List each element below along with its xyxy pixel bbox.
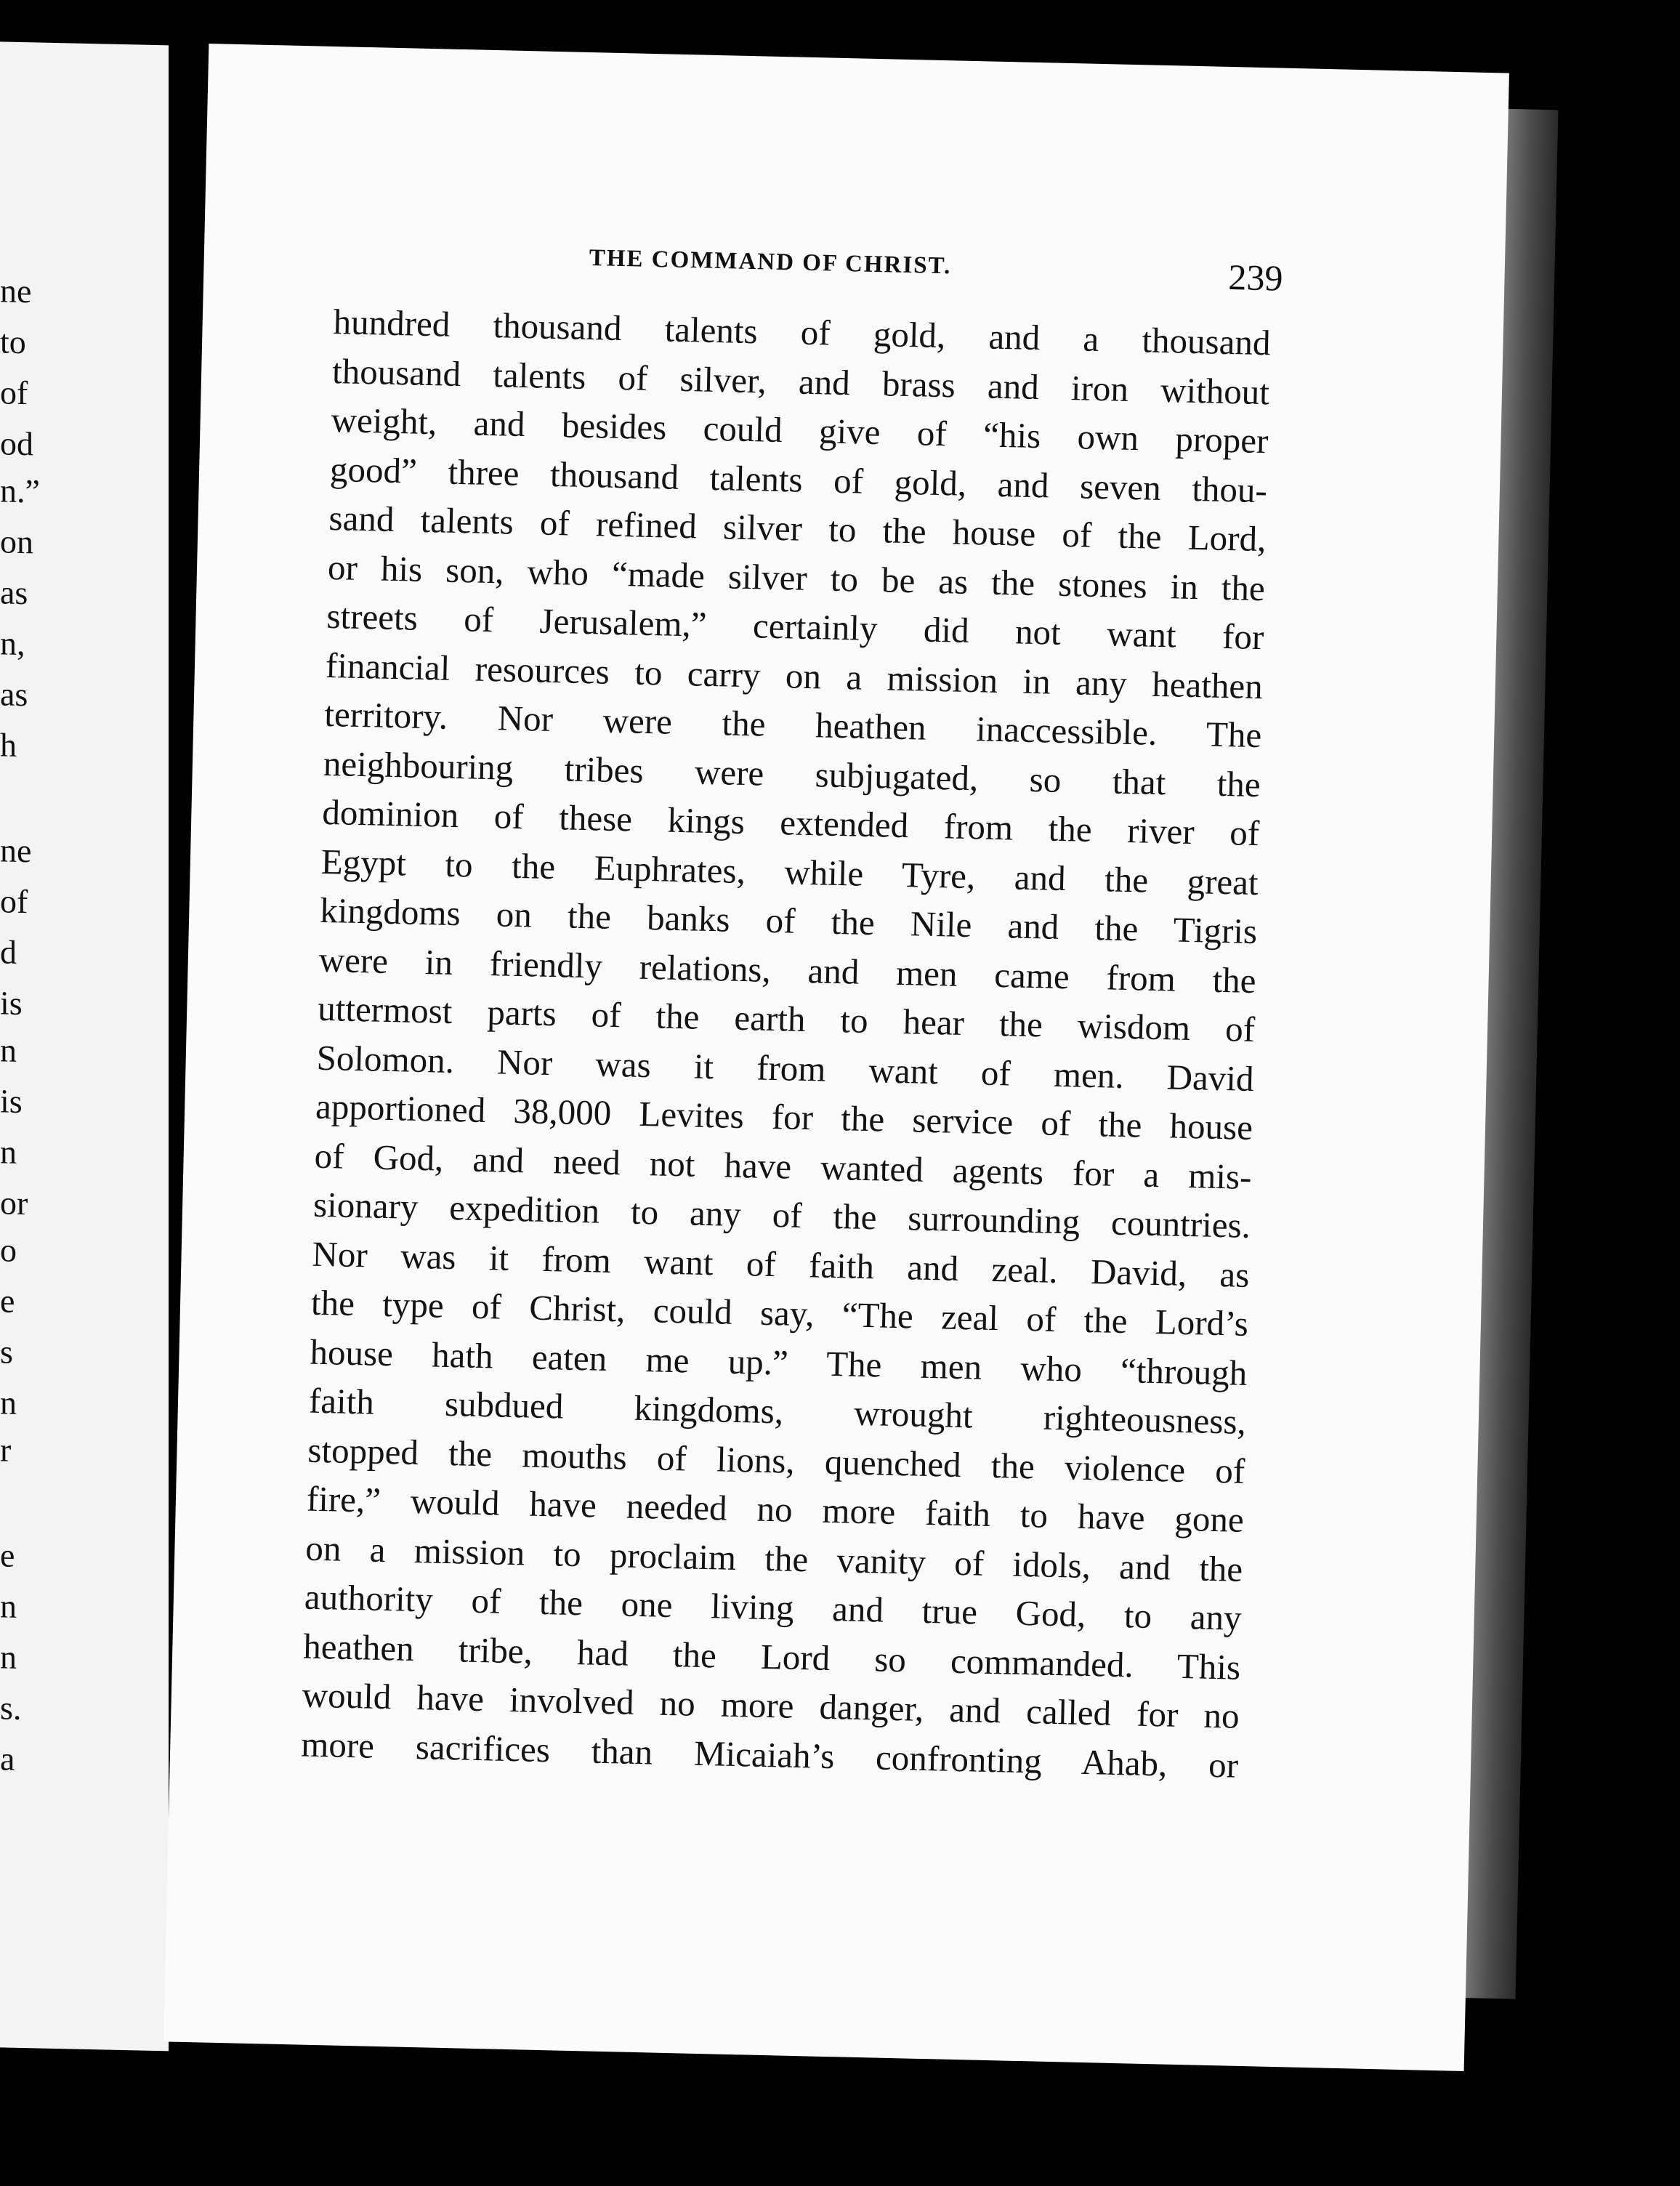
facing-page-text-fragment: n, (0, 624, 25, 663)
text-line: or his son, who “made silver to be as the stones in the (327, 546, 1266, 608)
page-number: 239 (1227, 256, 1284, 299)
text-line: territory. Nor were the heathen inaccessible. The (323, 693, 1262, 756)
text-line: the type of Christ, could say, “The zeal of the Lord’s (310, 1282, 1249, 1344)
facing-page-text-fragment: of (0, 374, 28, 412)
text-line: hundred thousand talents of gold, and a thousand (333, 302, 1272, 363)
facing-page-text-fragment: r (0, 1431, 12, 1469)
facing-page-text-fragment: n (0, 1384, 17, 1421)
facing-page-text-fragment: as (0, 573, 28, 612)
text-line: more sacrifices than Micaiah’s confronting Ahab, or (300, 1724, 1239, 1786)
facing-page-text-fragment: n.” (0, 472, 40, 510)
text-line: kingdoms on the banks of the Nile and the Tigris (319, 890, 1258, 952)
text-line: dominion of these kings extended from the river of (321, 791, 1260, 854)
facing-page-text-fragment: to (0, 323, 26, 361)
text-line: authority of the one living and true God, to any (304, 1576, 1243, 1638)
facing-page-text-fragment: o (0, 1231, 17, 1269)
facing-page-text-fragment: s. (0, 1689, 22, 1727)
text-line: heathen tribe, had the Lord so commanded. This (302, 1626, 1241, 1687)
text-line: were in friendly relations, and men came from the (318, 939, 1257, 1001)
text-line: financial resources to carry on a mission in any heathen (325, 645, 1264, 706)
text-line: good” three thousand talents of gold, and seven thou- (329, 448, 1268, 510)
facing-page-text-fragment: n (0, 1638, 17, 1676)
facing-page-text-fragment: s (0, 1333, 13, 1371)
text-line: Egypt to the Euphrates, while Tyre, and the great (320, 841, 1259, 903)
facing-page-text-fragment: od (0, 424, 33, 463)
text-line: would have involved no more danger, and called for no (302, 1674, 1240, 1736)
facing-page-text-fragment: is (0, 1082, 23, 1121)
facing-page-text-fragment: ne (0, 272, 32, 310)
text-line: streets of Jerusalem,” certainly did not want for (326, 595, 1264, 658)
book-page (163, 44, 1509, 2071)
facing-page-text-fragment: or (0, 1184, 28, 1222)
facing-page-text-fragment: e (0, 1536, 15, 1574)
text-line: on a mission to proclaim the vanity of idols, and the (304, 1528, 1243, 1589)
text-line: house hath eaten me up.” The men who “through (310, 1331, 1248, 1393)
facing-page-text-fragment: n (0, 1587, 17, 1625)
text-line: sand talents of refined silver to the house of the Lord, (328, 497, 1267, 560)
facing-page-text-fragment: of (0, 882, 28, 921)
facing-page-text-fragment: is (0, 984, 23, 1023)
body-text (301, 297, 1272, 1790)
text-line: faith subdued kingdoms, wrought righteousness, (308, 1380, 1247, 1442)
text-line: neighbouring tribes were subjugated, so that the (323, 743, 1261, 804)
text-line: thousand talents of silver, and brass and iron without (331, 350, 1270, 412)
facing-page-text-fragment: d (0, 933, 17, 971)
text-line: fire,” would have needed no more faith to have gone (306, 1478, 1245, 1540)
facing-page-text-fragment: e (0, 1282, 15, 1320)
facing-page-text-fragment: on (0, 523, 33, 561)
text-line: of God, and need not have wanted agents for a mis- (314, 1135, 1253, 1197)
facing-page-fragment (0, 41, 178, 2051)
facing-page-text-fragment: h (0, 726, 17, 764)
facing-page-text-fragment: as (0, 675, 28, 714)
text-line: weight, and besides could give of “his own proper (331, 400, 1269, 461)
text-line: stopped the mouths of lions, quenched the violence of (307, 1429, 1245, 1491)
facing-page-text-fragment: n (0, 1031, 17, 1069)
text-line: sionary expedition to any of the surrounding countries. (312, 1184, 1251, 1246)
text-line: Solomon. Nor was it from want of men. David (316, 1037, 1255, 1099)
text-line: Nor was it from want of faith and zeal. David, as (312, 1233, 1250, 1295)
facing-page-text-fragment: n (0, 1133, 17, 1171)
running-head: THE COMMAND OF CHRIST. (589, 245, 952, 280)
text-line: uttermost parts of the earth to hear the wisdom of (317, 988, 1256, 1050)
facing-page-text-fragment: ne (0, 831, 32, 870)
text-line: apportioned 38,000 Levites for the service of the house (315, 1086, 1253, 1148)
facing-page-text-fragment: a (0, 1740, 15, 1778)
